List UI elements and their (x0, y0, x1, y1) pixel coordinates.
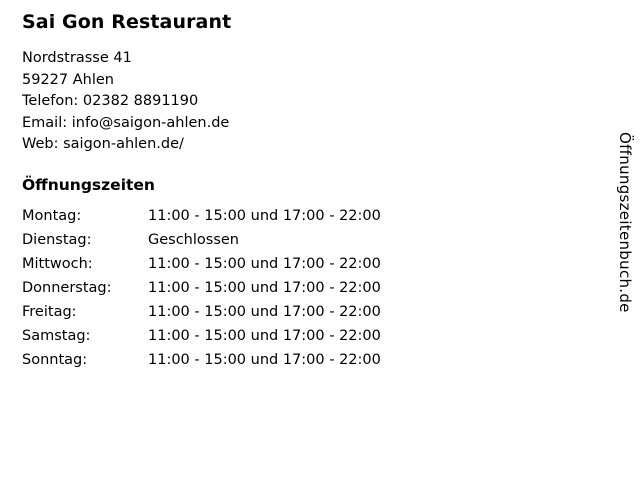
day-hours: 11:00 - 15:00 und 17:00 - 22:00 (148, 279, 381, 296)
opening-hours-heading: Öffnungszeiten (22, 175, 155, 194)
day-hours: 11:00 - 15:00 und 17:00 - 22:00 (148, 351, 381, 368)
table-row (22, 280, 381, 304)
watermark-label: Öffnungszeitenbuch.de (616, 132, 634, 313)
day-label: Freitag: (22, 303, 77, 320)
day-label: Montag: (22, 207, 82, 224)
day-hours: 11:00 - 15:00 und 17:00 - 22:00 (148, 327, 381, 344)
website-line: Web: saigon-ahlen.de/ (22, 136, 184, 152)
phone-line: Telefon: 02382 8891190 (22, 93, 199, 109)
day-label: Mittwoch: (22, 255, 93, 272)
opening-hours-table (22, 208, 381, 376)
day-hours: 11:00 - 15:00 und 17:00 - 22:00 (148, 255, 381, 272)
day-label: Donnerstag: (22, 279, 112, 296)
day-hours: 11:00 - 15:00 und 17:00 - 22:00 (148, 207, 381, 224)
day-label: Dienstag: (22, 231, 92, 248)
page-title: Sai Gon Restaurant (22, 11, 232, 33)
table-row (22, 256, 381, 280)
table-row (22, 232, 381, 256)
business-info-card (22, 10, 582, 376)
day-label: Sonntag: (22, 351, 88, 368)
day-label: Samstag: (22, 327, 91, 344)
table-row (22, 304, 381, 328)
table-row (22, 208, 381, 232)
day-hours: Geschlossen (148, 231, 239, 248)
address-city: 59227 Ahlen (22, 71, 114, 88)
table-row (22, 328, 381, 352)
address-street: Nordstrasse 41 (22, 50, 132, 66)
day-hours: 11:00 - 15:00 und 17:00 - 22:00 (148, 303, 381, 320)
table-row (22, 352, 381, 376)
email-line: Email: info@saigon-ahlen.de (22, 114, 230, 131)
address-block (22, 48, 582, 156)
